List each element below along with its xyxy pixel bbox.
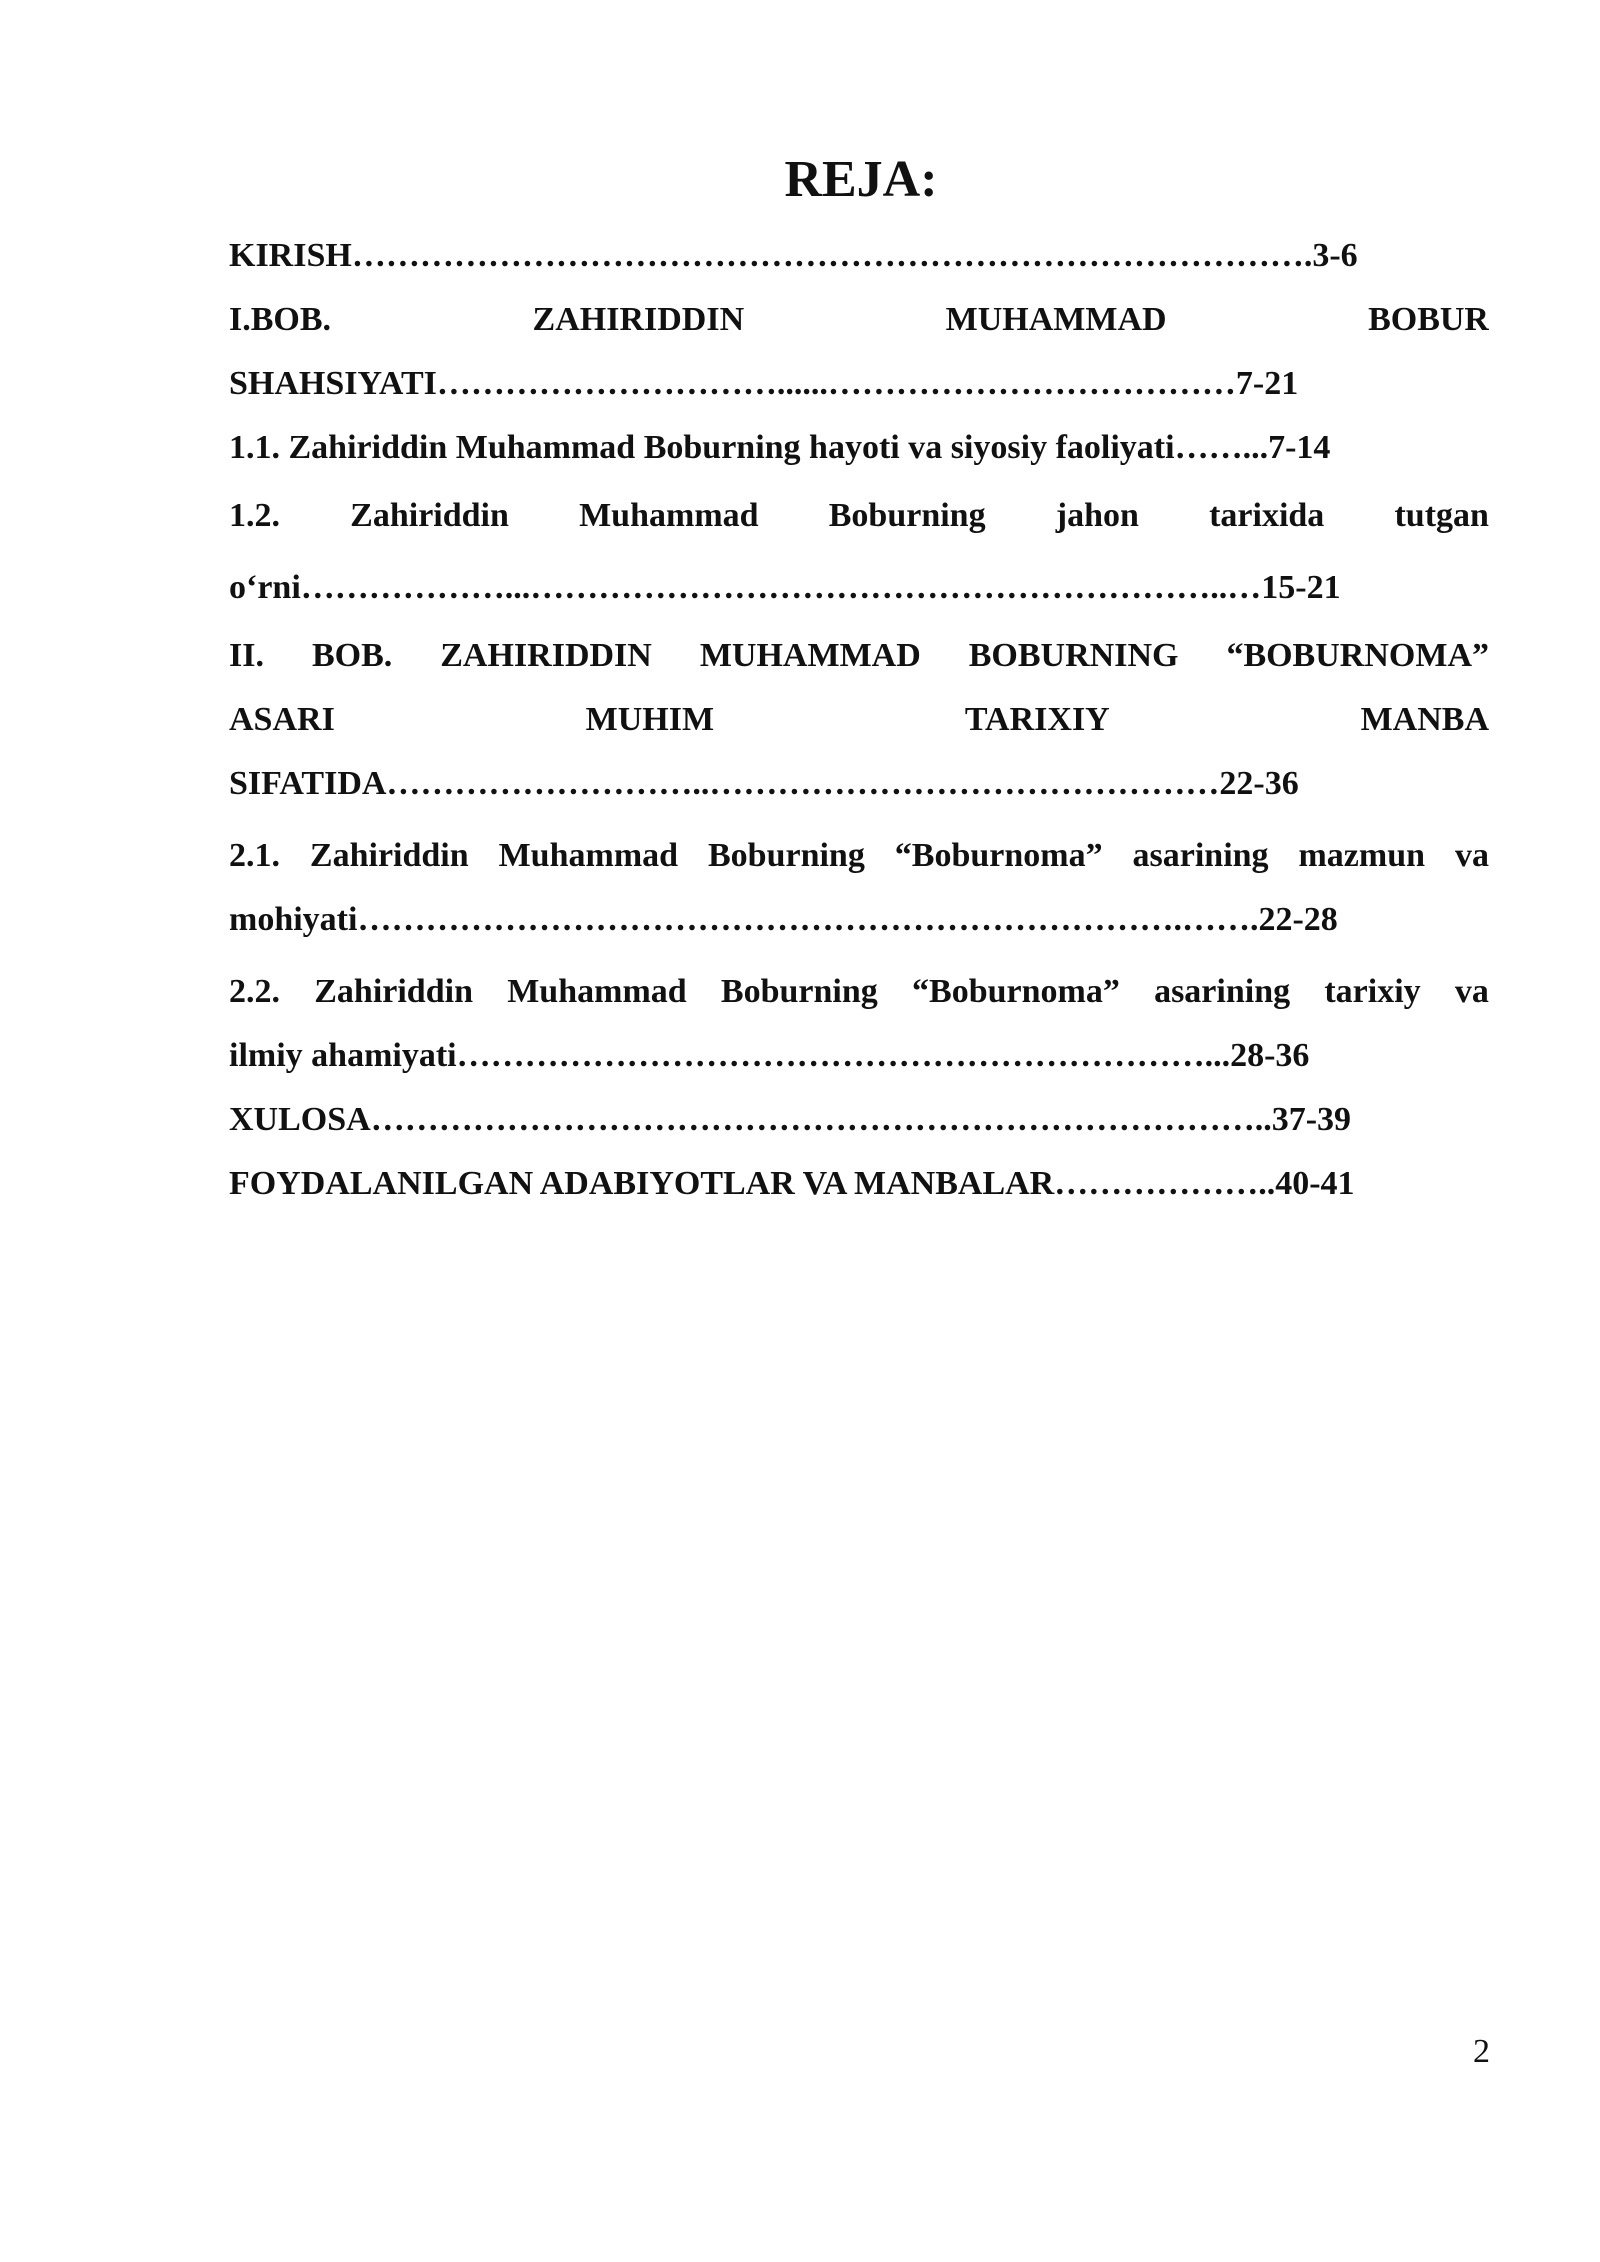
toc-entry-bob2-line1 xyxy=(229,624,1489,688)
toc-entry-1-2-line2: o‘rni………………...……………………………………………………..…15-21 xyxy=(229,569,1341,606)
toc-word: asarining xyxy=(1154,973,1291,1010)
toc-word: va xyxy=(1454,837,1489,874)
toc-word: ASARI xyxy=(229,701,335,738)
table-of-contents xyxy=(229,224,1489,1216)
toc-word: Boburning xyxy=(720,973,878,1010)
page-title: REJA: xyxy=(784,151,938,208)
toc-word: Zahiriddin xyxy=(309,837,469,874)
toc-word: 2.2. xyxy=(229,973,280,1010)
toc-word: MUHAMMAD xyxy=(945,301,1167,338)
toc-word: MUHAMMAD xyxy=(699,637,921,674)
toc-word: jahon xyxy=(1055,497,1139,534)
toc-word: Boburning xyxy=(828,497,986,534)
toc-entry-bob2-line3: SIFATIDA………………………..………………………………………22-36 xyxy=(229,765,1299,802)
page-number: 2 xyxy=(1473,2033,1490,2070)
toc-entry-1-1: 1.1. Zahiriddin Muhammad Boburning hayoti va siyosiy faoliyati……...7-14 xyxy=(229,429,1331,466)
toc-word: BOB. xyxy=(311,637,393,674)
toc-word: mazmun xyxy=(1298,837,1426,874)
toc-entry-bob1-line1 xyxy=(229,288,1489,352)
toc-word: tarixida xyxy=(1209,497,1325,534)
toc-word: ZAHIRIDDIN xyxy=(532,301,745,338)
toc-word: va xyxy=(1454,973,1489,1010)
toc-word: tarixiy xyxy=(1324,973,1421,1010)
toc-entry-adabiyotlar: FOYDALANILGAN ADABIYOTLAR VA MANBALAR………………..40-41 xyxy=(229,1165,1355,1202)
toc-entry-2-1-line1 xyxy=(229,824,1489,888)
toc-word: “Boburnoma” xyxy=(912,973,1120,1010)
toc-word: BOBURNING xyxy=(968,637,1179,674)
toc-word: 2.1. xyxy=(229,837,280,874)
toc-word: Boburning xyxy=(707,837,865,874)
toc-entry-1-2-line1 xyxy=(229,480,1489,552)
toc-word: “Boburnoma” xyxy=(894,837,1103,874)
toc-word: 1.2. xyxy=(229,497,280,534)
toc-word: MUHIM xyxy=(585,701,715,738)
toc-word: TARIXIY xyxy=(964,701,1110,738)
toc-entry-2-1-line2: mohiyati……………………………………………………………….…….22-28 xyxy=(229,901,1338,938)
toc-word: Zahiriddin xyxy=(350,497,509,534)
toc-word: asarining xyxy=(1132,837,1269,874)
toc-word: MANBA xyxy=(1360,701,1489,738)
toc-word: tutgan xyxy=(1394,497,1489,534)
toc-word: I.BOB. xyxy=(229,301,332,338)
toc-entry-xulosa: XULOSA……………………………………………………………………..37-39 xyxy=(229,1101,1352,1138)
toc-word: “BOBURNOMA” xyxy=(1226,637,1489,674)
toc-word: Muhammad xyxy=(507,973,687,1010)
toc-entry-bob2-line2 xyxy=(229,688,1489,752)
toc-entry-kirish: KIRISH………………………………………………………………………….3-6 xyxy=(229,237,1358,274)
toc-word: Muhammad xyxy=(579,497,759,534)
toc-word: ZAHIRIDDIN xyxy=(440,637,652,674)
toc-entry-bob1-line2: SHAHSIYATI…………………………......………………………………7-21 xyxy=(229,365,1299,402)
toc-word: BOBUR xyxy=(1368,301,1489,338)
toc-entry-2-2-line1 xyxy=(229,960,1489,1024)
toc-word: Muhammad xyxy=(498,837,679,874)
toc-entry-2-2-line2: ilmiy ahamiyati…………………………………………………………...28-36 xyxy=(229,1037,1310,1074)
toc-word: Zahiriddin xyxy=(314,973,473,1010)
toc-word: II. xyxy=(229,637,264,674)
